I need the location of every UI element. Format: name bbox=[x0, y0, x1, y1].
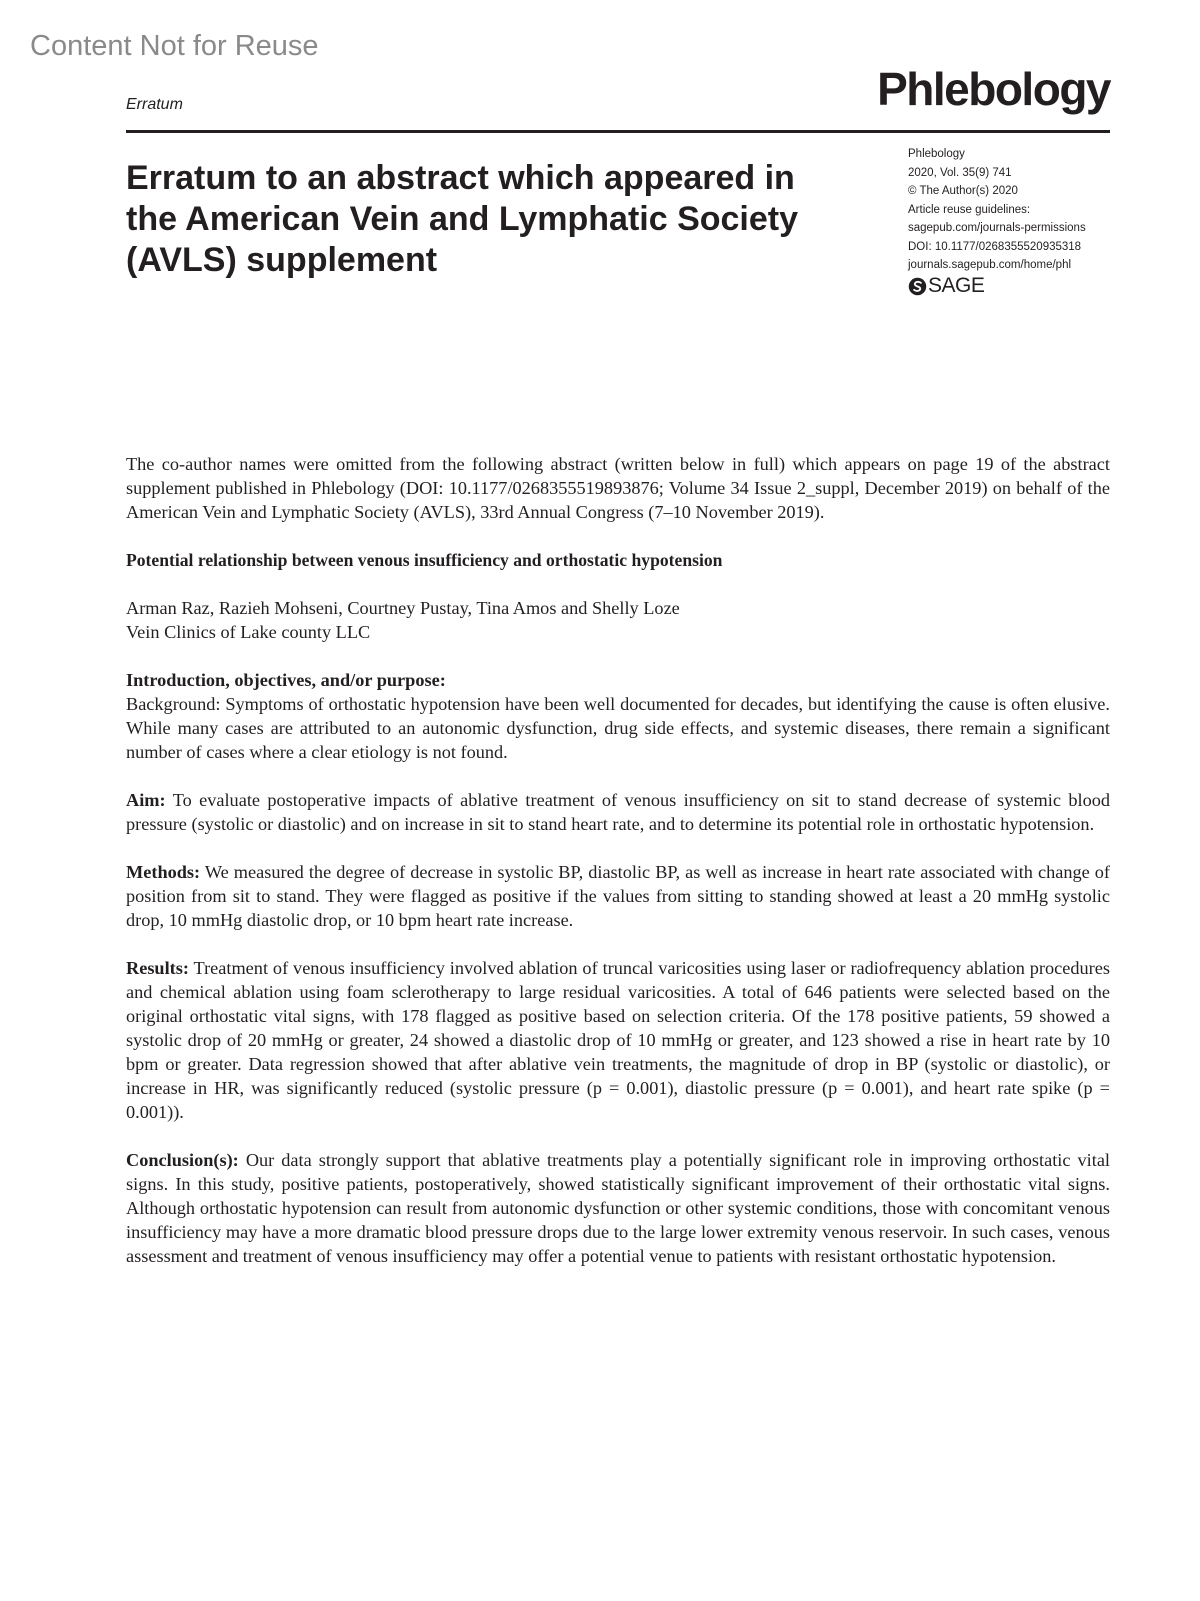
conclusion-label: Conclusion(s): bbox=[126, 1150, 239, 1170]
intro-heading: Introduction, objectives, and/or purpose: bbox=[126, 670, 446, 690]
meta-copyright: © The Author(s) 2020 bbox=[908, 185, 1018, 197]
meta-reuse: Article reuse guidelines: bbox=[908, 203, 1031, 216]
sage-s-icon bbox=[908, 277, 927, 296]
meta-journal: Phlebology bbox=[908, 148, 965, 160]
conclusion-text: Our data strongly support that ablative treatments play a potentially significant role in improving orthostatic vital signs. In this study, positive patients, postoperatively, showed statistically significant improvement of their orthostatic vital signs. Although orthostatic hypotension can result from autonomic dysfunction or other systemic conditions, those with concomitant venous insufficiency may have a more dramatic blood pressure drops due to the large lower extremity venous reservoir. In such cases, venous assessment and treatment of venous insufficiency may offer a potential venue to patients with resistant orthostatic hypotension. bbox=[126, 1150, 1111, 1266]
section-label: Erratum bbox=[126, 96, 183, 113]
meta-volume: 2020, Vol. 35(9) 741 bbox=[908, 166, 1012, 179]
methods-text: We measured the degree of decrease in systolic BP, diastolic BP, as well as increase in heart rate associated with change of position from sit to stand. They were flagged as positive if the values from sitting to standing showed at least a 20 mmHg systolic drop, 10 mmHg diastolic drop, or 10 bpm heart rate increase. bbox=[126, 862, 1110, 930]
header-rule bbox=[126, 130, 1110, 133]
watermark-text: Content Not for Reuse bbox=[30, 30, 319, 62]
abstract-authors: Arman Raz, Razieh Mohseni, Courtney Pustay, Tina Amos and Shelly Loze bbox=[126, 598, 680, 618]
article-title: Erratum to an abstract which appeared in the American Vein and Lymphatic Society (AVLS) supplement bbox=[126, 159, 799, 279]
methods-label: Methods: bbox=[126, 862, 201, 882]
results-text: Treatment of venous insufficiency involved ablation of truncal varicosities using laser or radiofrequency ablation procedures and chemical ablation using foam sclerotherapy to large residual varicosities. A total of 646 patients were selected based on the original orthostatic vital signs, with 178 flagged as positive based on selection criteria. Of the 178 positive patients, 59 showed a systolic drop of 20 mmHg or greater, 24 showed a diastolic drop of 10 mmHg or greater, and 123 showed a rise in heart rate by 10 bpm or greater. Data regression showed that after ablative vein treatments, the magnitude of drop in BP (systolic or diastolic), or increase in HR, was significantly reduced (systolic pressure (p = 0.001), diastolic pressure (p = 0.001), and heart rate spike (p = 0.001)). bbox=[126, 958, 1110, 1122]
results-label: Results: bbox=[126, 958, 189, 978]
article-body bbox=[126, 452, 1110, 1292]
sage-logo bbox=[908, 273, 1118, 297]
aim-label: Aim: bbox=[126, 790, 166, 810]
meta-doi[interactable]: DOI: 10.1177/0268355520935318 bbox=[908, 240, 1082, 253]
meta-reuse-url[interactable]: sagepub.com/journals-permissions bbox=[908, 222, 1086, 234]
methods-paragraph bbox=[126, 860, 1110, 932]
conclusion-paragraph bbox=[126, 1148, 1110, 1268]
results-paragraph bbox=[126, 956, 1110, 1124]
erratum-intro: The co-author names were omitted from the following abstract (written below in full) which appears on page 19 of the abstract supplement published in Phlebology (DOI: 10.1177/0268355519893876; Volume 34 Issue 2_suppl, December 2019) on behalf of the American Vein and Lymphatic Society (AVLS), 33rd Annual Congress (7–10 November 2019). bbox=[126, 454, 1110, 522]
article-meta bbox=[908, 145, 1118, 296]
journal-logo: Phlebology bbox=[877, 63, 1110, 115]
aim-paragraph bbox=[126, 788, 1110, 836]
sage-wordmark: SAGE bbox=[928, 273, 985, 297]
aim-text: To evaluate postoperative impacts of ablative treatment of venous insufficiency on sit to stand decrease of systemic blood pressure (systolic or diastolic) and on increase in sit to stand heart rate, and to determine its potential role in orthostatic hypotension. bbox=[126, 790, 1111, 834]
meta-homepage[interactable]: journals.sagepub.com/home/phl bbox=[908, 259, 1072, 271]
abstract-title: Potential relationship between venous insufficiency and orthostatic hypotension bbox=[126, 550, 723, 570]
abstract-affiliation: Vein Clinics of Lake county LLC bbox=[126, 622, 371, 642]
background-paragraph: Background: Symptoms of orthostatic hypotension have been well documented for decades, but identifying the cause is often elusive. While many cases are attributed to an autonomic dysfunction, drug side effects, and systemic diseases, there remain a significant number of cases where a clear etiology is not found. bbox=[126, 694, 1110, 762]
